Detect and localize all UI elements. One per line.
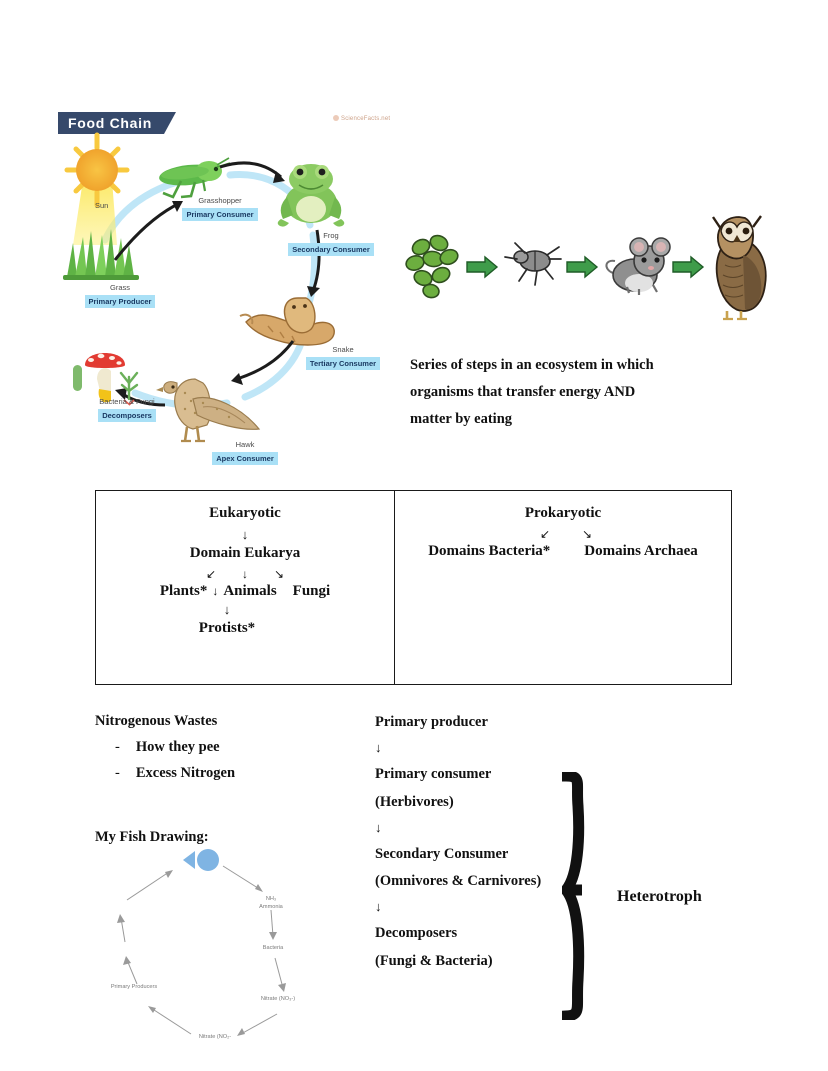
trophic-row-fungi-bacteria: (Fungi & Bacteria) [375, 952, 493, 969]
prok-branch-arrow-right: ↘ [582, 526, 593, 541]
definition-line-1: Series of steps in an ecosystem in which [410, 357, 654, 373]
simple-chain-illustration [405, 215, 770, 325]
nc-label-nitrate-right: Nitrate (NO₃-) [260, 996, 296, 1002]
nitrogen-cycle-diagram [95, 848, 330, 1048]
label-sun: Sun [95, 201, 109, 210]
branch-arrow-left: ↙ [205, 566, 216, 581]
prokaryotic-branch-arrows [401, 527, 731, 541]
heterotroph-brace-icon [562, 772, 608, 1020]
label-frog: Frog Secondary Consumer [261, 231, 401, 256]
trophic-row-primary-producer: Primary producer [375, 714, 488, 730]
role-apex-consumer: Apex Consumer [212, 452, 278, 465]
green-arrow-1 [467, 257, 497, 277]
prokaryotic-title: Prokaryotic [524, 505, 602, 521]
grasshopper-icon [158, 158, 230, 197]
bullet-text-1: How they pee [135, 739, 220, 755]
kingdom-fungi: Fungi [292, 582, 331, 599]
mouse-icon [606, 238, 670, 295]
nc-label-nitrate-bottom: Nitrate (NO₂- [198, 1034, 232, 1040]
label-decomposers: Bacteria & Fungi Decomposers [63, 397, 191, 422]
note-bullet-2 [115, 765, 345, 782]
domain-eukarya: Domain Eukarya [189, 545, 301, 562]
beetle-icon [505, 243, 561, 285]
role-primary-producer: Primary Producer [85, 295, 156, 308]
role-tertiary-consumer: Tertiary Consumer [306, 357, 380, 370]
food-chain-definition [410, 352, 720, 432]
trophic-arrow-3: ↓ [375, 899, 382, 915]
kingdom-inline-arrow: ↓ [212, 583, 219, 598]
trophic-arrow-1: ↓ [375, 740, 382, 756]
owl-icon [713, 216, 766, 319]
domain-classification-table [95, 490, 732, 685]
eukaryotic-arrow-down: ↓ [241, 526, 249, 542]
prokaryotic-cell [395, 491, 731, 684]
bullet-text-2: Excess Nitrogen [135, 765, 236, 781]
notes-heading: Nitrogenous Wastes [95, 713, 218, 729]
branch-arrow-right: ↘ [274, 566, 285, 581]
bullet-dash-2: - [115, 765, 120, 781]
trophic-arrow-2: ↓ [375, 819, 382, 835]
role-decomposers: Decomposers [98, 409, 156, 422]
nc-label-bacteria: Bacteria [262, 945, 284, 951]
trophic-row-decomposers: Decomposers [375, 925, 458, 942]
label-hawk: Hawk Apex Consumer [185, 440, 305, 465]
frog-icon [278, 164, 345, 227]
trophic-row-omnivores-carnivores: (Omnivores & Carnivores) [375, 873, 542, 889]
green-arrow-2 [567, 257, 597, 277]
eukaryotic-kingdoms [96, 583, 394, 601]
branch-arrow-mid: ↓ [242, 566, 248, 581]
heterotroph-label: Heterotroph [617, 888, 702, 905]
definition-line-3: matter by eating [410, 410, 513, 427]
definition-line-2: organisms that transfer energy AND [410, 383, 636, 400]
note-bullet-1 [115, 739, 345, 756]
watermark-text: ScienceFacts.net [341, 116, 391, 122]
eukaryotic-cell [96, 491, 395, 684]
simple-food-chain-strip [405, 215, 770, 325]
role-secondary-consumer: Secondary Consumer [288, 243, 374, 256]
green-arrow-3 [673, 257, 703, 277]
trophic-row-primary-consumer: Primary consumer [375, 766, 492, 783]
label-grass: Grass Primary Producer [65, 283, 175, 308]
fish-icon [183, 849, 219, 871]
food-chain-infographic [55, 105, 405, 475]
nc-label-primary-producers: Primary Producers [110, 984, 158, 990]
sun-icon [67, 135, 127, 205]
nitrogenous-wastes-notes [95, 713, 345, 791]
protist-arrow: ↓ [223, 601, 231, 617]
protists: Protists* [198, 619, 256, 636]
label-snake: Snake Tertiary Consumer [283, 345, 403, 370]
kingdom-animals: Animals [223, 582, 277, 599]
fish-drawing-heading: My Fish Drawing: [95, 829, 209, 845]
food-chain-title: Food Chain [68, 115, 152, 131]
trophic-row-secondary-consumer: Secondary Consumer [375, 845, 509, 862]
role-primary-consumer: Primary Consumer [182, 208, 257, 221]
kingdom-plants: Plants* [159, 582, 208, 599]
domain-archaea: Domains Archaea [584, 542, 698, 559]
prokaryotic-domains [395, 543, 731, 561]
label-grasshopper: Grasshopper Primary Consumer [155, 196, 285, 221]
bullet-dash-1: - [115, 739, 120, 755]
eukaryotic-title: Eukaryotic [209, 505, 281, 521]
snake-icon [240, 298, 334, 345]
eukaryotic-branch-arrows [96, 567, 394, 581]
nc-label-ammonia: NH₃ Ammonia [259, 896, 283, 910]
prok-branch-arrow-left: ↙ [539, 526, 550, 541]
plant-icon [405, 233, 460, 299]
trophic-row-herbivores: (Herbivores) [375, 793, 454, 810]
domain-bacteria: Domains Bacteria* [428, 542, 551, 559]
